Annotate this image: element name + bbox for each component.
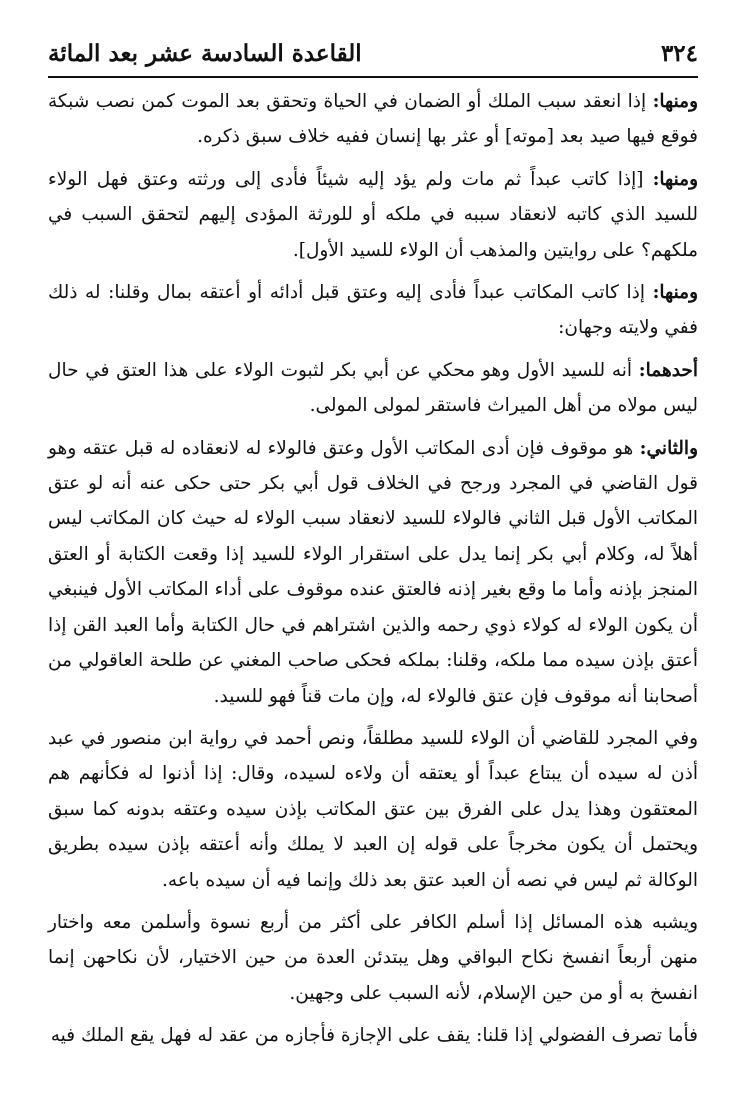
paragraph [48,275,698,346]
paragraph-text: فأما تصرف الفضولي إذا قلنا: يقف على الإجازة فأجازه من عقد له فهل يقع الملك فيه [50,1025,698,1047]
page-number: ٣٢٤ [660,40,698,67]
paragraph [48,84,698,155]
paragraph-lead: ومنها: [652,282,698,304]
paragraph [48,1018,698,1053]
paragraph-text: إذا انعقد سبب الملك أو الضمان في الحياة وتحقق بعد الموت كمن نصب شبكة فوقع فيها صيد بعد [موته] أو عثر بها إنسان ففيه خلاف سبق ذكره. [48,91,698,148]
paragraph-text: أنه للسيد الأول وهو محكي عن أبي بكر لثبوت الولاء على هذا العتق في حال ليس مولاه من أهل الميراث فاستقر لمولى المولى. [48,359,698,417]
paragraph [48,905,698,1011]
paragraph [48,721,698,898]
paragraph-text: إذا كاتب المكاتب عبداً فأدى إليه وعتق قبل أدائه أو أعتقه بمال وقلنا: له ذلك ففي ولايته وجهان: [48,282,698,339]
running-title: القاعدة السادسة عشر بعد المائة [48,40,362,67]
header-rule [48,76,698,78]
paragraph-text: وفي المجرد للقاضي أن الولاء للسيد مطلقاً، ونص أحمد في رواية ابن منصور في عبد أذن له سيده أن يبتاع عبداً أو يعتقه أن ولاءه لسيده، وقال: إذا أذنوا له فكأنهم هم المعتقون وهذا يدل على الفرق بين عتق المكاتب بإذن سيده وعتقه بدونه كما سبق ويحتمل أن يكون مخرجاً على قوله إن العبد لا يملك وأنه أعتقه بإذن سيده بطريق الوكالة ثم ليس في نصه أن العبد عتق بعد ذلك وإنما فيه أن سيده باعه. [48,727,698,891]
running-header [48,40,698,74]
paragraph-lead: ومنها: [652,91,698,112]
paragraph-text: هو موقوف فإن أدى المكاتب الأول وعتق فالولاء له لانعقاده له قبل عتقه وهو قول القاضي في المجرد ورجح في الخلاف قول أبي بكر حتى حكى عنه أنه لو عتق المكاتب الأول قبل الثاني فالولاء للسيد لانعقاد سبب الولاء له حيث كان المكاتب ليس أهلاً له، وكلام أبي بكر إنما يدل على استقرار الولاء للسيد إذا وقعت الكتابة أو العتق المنجز بإذنه وأما ما وقع بغير إذنه فالعتق عنده موقوف على أداء المكاتب الأول فينبغي أن يكون الولاء له كولاء ذوي رحمه والذين اشتراهم في حال الكتابة وأما العبد القن إذا أعتق بإذن سيده مما ملكه، وقلنا: بملكه فحكى صاحب المغني عن طلحة العاقولي من أصحابنا أنه موقوف فإن عتق فالولاء له، وإن مات قناً فهو للسيد. [48,437,698,707]
paragraph-text: [إذا كاتب عبداً ثم مات ولم يؤد إليه شيئاً فأدى إلى ورثته وعتق فهل الولاء للسيد الذي كاتبه لانعقاد سببه في ملكه أو للورثة المؤدى إليهم لتحقق السبب في ملكهم؟ على روايتين والمذهب أن الولاء للسيد الأول]. [48,168,698,261]
paragraph-text: ويشبه هذه المسائل إذا أسلم الكافر على أكثر من أربع نسوة وأسلمن معه واختار منهن أربعاً انفسخ نكاح البواقي وهل يبتدئن العدة من حين الاختيار، لأن نكاحهن إنما انفسخ به أو من حين الإسلام، لأنه السبب على وجهين. [48,911,698,1004]
paragraph-lead: ومنها: [652,168,698,190]
paragraph-lead: والثاني: [639,437,698,459]
body-text [48,84,698,1054]
paragraph [48,162,698,268]
paragraph [48,431,698,714]
paragraph-lead: أحدهما: [638,359,698,381]
paragraph [48,353,698,424]
